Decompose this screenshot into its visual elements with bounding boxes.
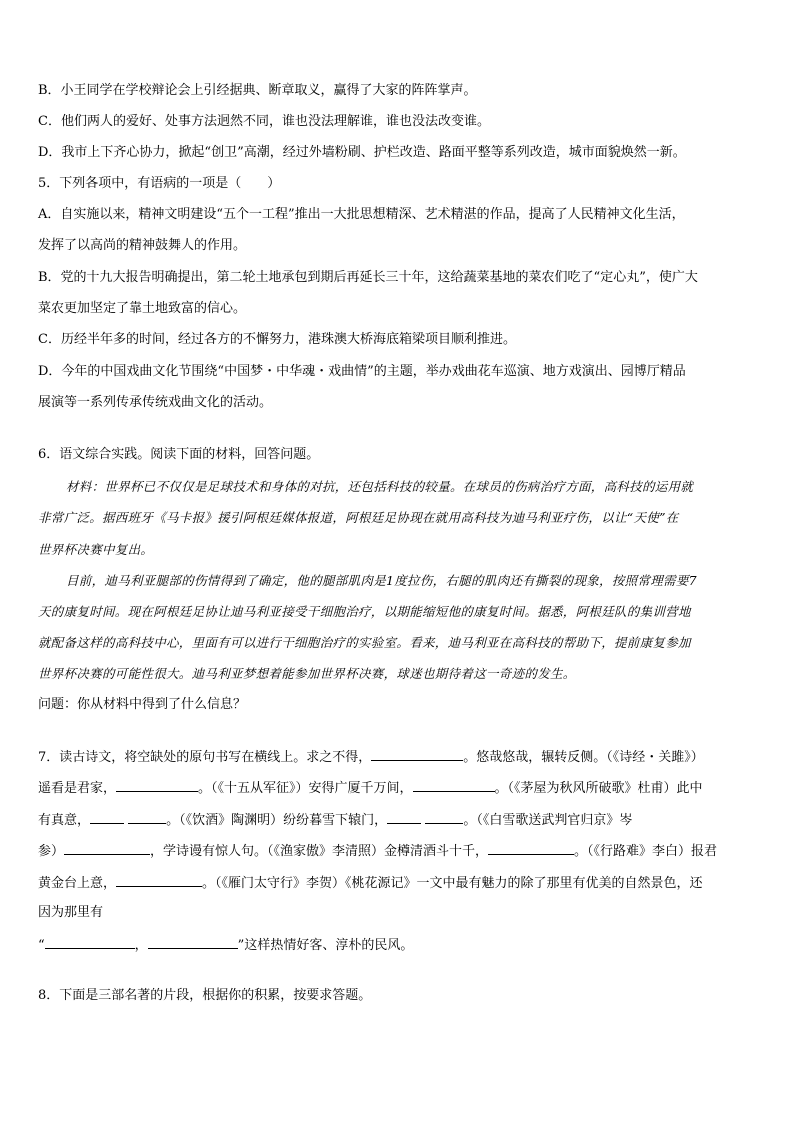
q7-line3-text-c: 。（《白雪歌送武判官归京》岑 [463, 813, 633, 828]
q7-line6: 因为那里有 [38, 905, 104, 920]
answer-blank[interactable] [387, 810, 421, 824]
answer-blank[interactable] [148, 935, 238, 949]
q7-line3 [38, 810, 632, 830]
q6-material-line3: 世界杯决赛中复出。 [38, 542, 154, 557]
q5-option-a-line1: A．自实施以来，精神文明建设“五个一工程”推出一大批思想精深、艺术精湛的作品，提高了人民精神文化生活， [38, 207, 685, 222]
answer-blank[interactable] [488, 841, 574, 855]
q4-option-d: D．我市上下齐心协力，掀起“创卫”高潮，经过外墙粉刷、护栏改造、路面平整等系列改造，城市面貌焕然一新。 [38, 145, 686, 160]
q4-option-b: B．小王同学在学校辩论会上引经据典、断章取义，赢得了大家的阵阵掌声。 [38, 83, 477, 98]
answer-blank[interactable] [116, 778, 198, 792]
q7-line4 [38, 841, 717, 861]
answer-blank[interactable] [413, 778, 495, 792]
q6-material-line1: 材料：世界杯已不仅仅是足球技术和身体的对抗，还包括科技的较量。在球员的伤病治疗方面，高科技的运用就 [66, 479, 694, 494]
q7-line4-text-a: 参） [38, 844, 65, 859]
q8-stem: 8．下面是三部名著的片段，根据你的积累，按要求答题。 [38, 988, 372, 1003]
q7-line5-text-a: 黄金台上意， [38, 876, 117, 891]
q5-option-b-line2: 菜农更加坚定了靠土地致富的信心。 [38, 301, 247, 316]
q7-line7-text-a: “ [38, 938, 45, 953]
answer-blank[interactable] [90, 810, 124, 824]
q6-material-line2: 非常广泛。据西班牙《马卡报》援引阿根廷媒体报道，阿根廷足协现在就用高科技为迪马利亚疗伤，以让“天使”在 [38, 510, 679, 525]
q7-line1 [38, 747, 704, 767]
q7-line2-text-c: 。（《茅屋为秋风所破歌》杜甫）此中 [494, 781, 703, 796]
q5-option-c: C．历经半年多的时间，经过各方的不懈努力，港珠澳大桥海底箱梁项目顺利推进。 [38, 332, 516, 347]
q6-question: 问题：你从材料中得到了什么信息？ [38, 697, 247, 712]
q7-line2 [38, 778, 703, 798]
answer-blank[interactable] [425, 810, 463, 824]
q7-line1-text-a: 7．读古诗文，将空缺处的原句书写在横线上。求之不得， [38, 750, 372, 765]
q7-line4-text-b: ，学诗谩有惊人句。（《渔家傲》李清照）金樽清酒斗十千， [150, 844, 489, 859]
q6-material-line6: 就配备这样的高科技中心，里面有可以进行干细胞治疗的实验室。看来，迪马利亚在高科技的帮助下，提前康复参加 [38, 635, 691, 650]
q7-line7-text-b: ， [134, 938, 148, 953]
q6-material-line4: 目前，迪马利亚腿部的伤情得到了确定，他的腿部肌肉是1度拉伤，右腿的肌肉还有撕裂的现象，按照常理需要7 [66, 573, 697, 588]
q7-line7 [38, 935, 413, 955]
q7-line1-text-b: 。悠哉悠哉，辗转反侧。（《诗经・关雎》） [463, 750, 704, 765]
q7-line5 [38, 873, 703, 893]
q6-stem: 6．语文综合实践。阅读下面的材料，回答问题。 [38, 447, 320, 462]
q7-line2-text-a: 遥看是君家， [38, 781, 117, 796]
q7-line4-text-c: 。（《行路难》李白）报君 [574, 844, 718, 859]
q7-line5-text-b: 。（《雁门太守行》李贺）《桃花源记》一文中最有魅力的除了那里有优美的自然景色，还 [202, 876, 703, 891]
answer-blank[interactable] [128, 810, 166, 824]
q5-option-d-line2: 展演等一系列传承传统戏曲文化的活动。 [38, 395, 273, 410]
answer-blank[interactable] [116, 873, 202, 887]
q5-stem: 5．下列各项中，有语病的一项是（ ） [38, 176, 281, 191]
q6-material-line5: 天的康复时间。现在阿根廷足协让迪马利亚接受干细胞治疗，以期能缩短他的康复时间。据悉，阿根廷队的集训营地 [38, 604, 691, 619]
q6-material-line7: 世界杯决赛的可能性很大。迪马利亚梦想着能参加世界杯决赛，球迷也期待着这一奇迹的发生。 [38, 666, 576, 681]
q7-line2-text-b: 。（《十五从军征》）安得广厦千万间， [198, 781, 413, 796]
q5-option-a-line2: 发挥了以高尚的精神鼓舞人的作用。 [38, 238, 247, 253]
q7-line3-text-b: 。（《饮酒》陶渊明）纷纷暮雪下辕门， [166, 813, 388, 828]
q4-option-c: C．他们两人的爱好、处事方法迥然不同，谁也没法理解谁，谁也没法改变谁。 [38, 114, 490, 129]
q7-line7-text-c: ”这样热情好客、淳朴的民风。 [237, 938, 414, 953]
answer-blank[interactable] [64, 841, 150, 855]
q5-option-b-line1: B．党的十九大报告明确提出，第二轮土地承包到期后再延长三十年，这给蔬菜基地的菜农们吃了“定心丸”，使广大 [38, 270, 698, 285]
answer-blank[interactable] [45, 935, 135, 949]
q7-line3-text-a: 有真意， [38, 813, 91, 828]
q5-option-d-line1: D．今年的中国戏曲文化节围绕“中国梦・中华魂・戏曲情”的主题，举办戏曲花车巡演、地方戏演出、园博厅精品 [38, 364, 686, 379]
answer-blank[interactable] [371, 747, 463, 761]
